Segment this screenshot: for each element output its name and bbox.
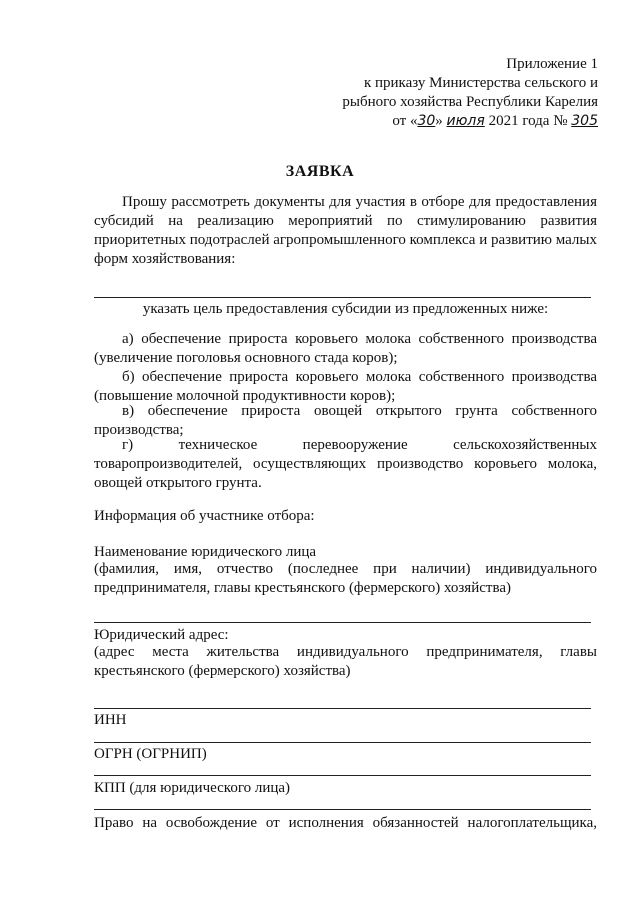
purpose-item-g-rest: товаропроизводителей, осуществляющих производство коровьего молока, овощей открытого грунта. bbox=[94, 456, 597, 491]
tax-exemption-text: Право на освобождение от исполнения обязанностей налогоплательщика, bbox=[94, 815, 597, 831]
order-day: 30 bbox=[417, 113, 436, 129]
kpp-label: КПП (для юридического лица) bbox=[94, 780, 291, 796]
legal-address-field-line bbox=[94, 708, 591, 709]
order-date-line: от «30» июля 2021 года № 305 bbox=[392, 113, 598, 129]
ogrn-field-line bbox=[94, 775, 591, 776]
intro-paragraph: Прошу рассмотреть документы для участия в отборе для предоставления субсидий на реализацию мероприятий по стимулированию развития приоритетных подотраслей агропромышленного комплекса и развитию малых форм хозяйствования: bbox=[94, 194, 597, 267]
legal-name-label: Наименование юридического лица bbox=[94, 544, 317, 560]
purpose-item-v: в) обеспечение прироста овощей открытого грунта собственного производства; bbox=[94, 403, 597, 438]
purpose-item-g-line1: г) техническое перевооружение сельскохозяйственных bbox=[122, 437, 597, 453]
appendix-header bbox=[342, 55, 598, 131]
order-reference-line-1: к приказу Министерства сельского и bbox=[363, 75, 598, 91]
inn-field-line bbox=[94, 742, 591, 743]
document-title: ЗАЯВКА bbox=[285, 163, 355, 180]
legal-address-label: Юридический адрес: bbox=[94, 627, 229, 643]
kpp-field-line bbox=[94, 809, 591, 810]
appendix-number: Приложение 1 bbox=[506, 56, 598, 72]
purpose-item-b: б) обеспечение прироста коровьего молока собственного производства (повышение молочной продуктивности коров); bbox=[94, 369, 597, 404]
participant-info-heading: Информация об участнике отбора: bbox=[94, 508, 315, 524]
order-number: 305 bbox=[571, 113, 598, 129]
order-month: июля bbox=[446, 113, 485, 129]
order-reference-line-2: рыбного хозяйства Республики Карелия bbox=[342, 94, 598, 110]
legal-name-note: (фамилия, имя, отчество (последнее при наличии) индивидуального предпринимателя, главы крестьянского (фермерского) хозяйства) bbox=[94, 561, 597, 596]
inn-label: ИНН bbox=[94, 712, 127, 728]
purpose-hint: указать цель предоставления субсидии из предложенных ниже: bbox=[142, 301, 549, 317]
legal-name-field-line bbox=[94, 622, 591, 623]
purpose-blank-line bbox=[94, 297, 591, 298]
legal-address-note: (адрес места жительства индивидуального предпринимателя, главы крестьянского (фермерского) хозяйства) bbox=[94, 644, 597, 679]
ogrn-label: ОГРН (ОГРНИП) bbox=[94, 746, 207, 762]
purpose-item-a: а) обеспечение прироста коровьего молока собственного производства (увеличение поголовья основного стада коров); bbox=[94, 331, 597, 366]
